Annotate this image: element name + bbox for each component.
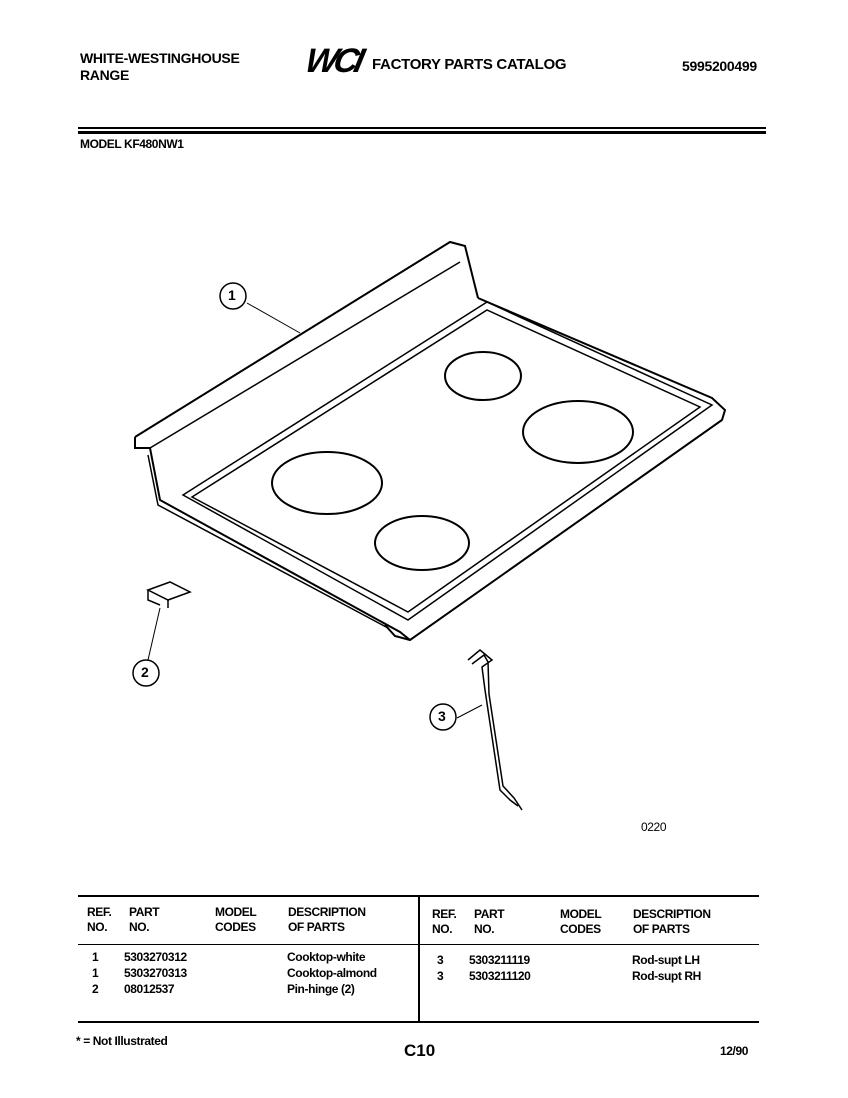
col-header-ref-left: REF. NO. bbox=[87, 905, 112, 934]
pin-hinge-drawing bbox=[148, 582, 190, 608]
figure-code: 0220 bbox=[641, 820, 667, 834]
part-no: 08012537 bbox=[124, 982, 175, 996]
col-header-part-right: PART NO. bbox=[474, 907, 505, 936]
part-description: Rod-supt RH bbox=[632, 969, 701, 983]
part-description: Rod-supt LH bbox=[632, 953, 700, 967]
burner-hole-back-left bbox=[445, 352, 521, 400]
ref-no: 2 bbox=[92, 982, 99, 996]
catalog-number: 5995200499 bbox=[682, 58, 757, 74]
burner-hole-back-right bbox=[523, 401, 633, 463]
col-header-desc-right: DESCRIPTION OF PARTS bbox=[633, 907, 711, 936]
table-divider bbox=[418, 895, 420, 1022]
product-type: RANGE bbox=[80, 67, 130, 83]
ref-no: 3 bbox=[437, 953, 444, 967]
ref-no: 1 bbox=[92, 966, 99, 980]
part-no: 5303270313 bbox=[124, 966, 187, 980]
callout-3: 3 bbox=[438, 708, 446, 724]
ref-no: 1 bbox=[92, 950, 99, 964]
burner-hole-front-left bbox=[272, 452, 382, 514]
part-description: Cooktop-white bbox=[287, 950, 366, 964]
model-number: MODEL KF480NW1 bbox=[80, 137, 184, 151]
catalog-title: FACTORY PARTS CATALOG bbox=[372, 56, 567, 73]
col-header-ref-right: REF. NO. bbox=[432, 907, 457, 936]
col-header-part-left: PART NO. bbox=[129, 905, 160, 934]
col-header-model-right: MODEL CODES bbox=[560, 907, 602, 936]
part-no: 5303211120 bbox=[469, 969, 531, 983]
col-header-model-left: MODEL CODES bbox=[215, 905, 257, 934]
ref-no: 3 bbox=[437, 969, 444, 983]
wci-logo: WCI bbox=[301, 42, 365, 80]
part-no: 5303270312 bbox=[124, 950, 187, 964]
page-code: C10 bbox=[404, 1041, 436, 1060]
brand-name: WHITE-WESTINGHOUSE bbox=[80, 50, 240, 66]
burner-hole-front-right bbox=[375, 516, 469, 570]
cooktop-drawing bbox=[135, 242, 725, 640]
not-illustrated-note: * = Not Illustrated bbox=[76, 1034, 168, 1048]
col-header-desc-left: DESCRIPTION OF PARTS bbox=[288, 905, 366, 934]
revision-date: 12/90 bbox=[720, 1044, 749, 1058]
part-description: Cooktop-almond bbox=[287, 966, 377, 980]
callout-2: 2 bbox=[141, 664, 149, 680]
callout-1: 1 bbox=[228, 287, 236, 303]
support-rod-drawing bbox=[468, 650, 522, 810]
part-description: Pin-hinge (2) bbox=[287, 982, 355, 996]
callout-leaders bbox=[148, 303, 482, 718]
part-no: 5303211119 bbox=[469, 953, 530, 967]
